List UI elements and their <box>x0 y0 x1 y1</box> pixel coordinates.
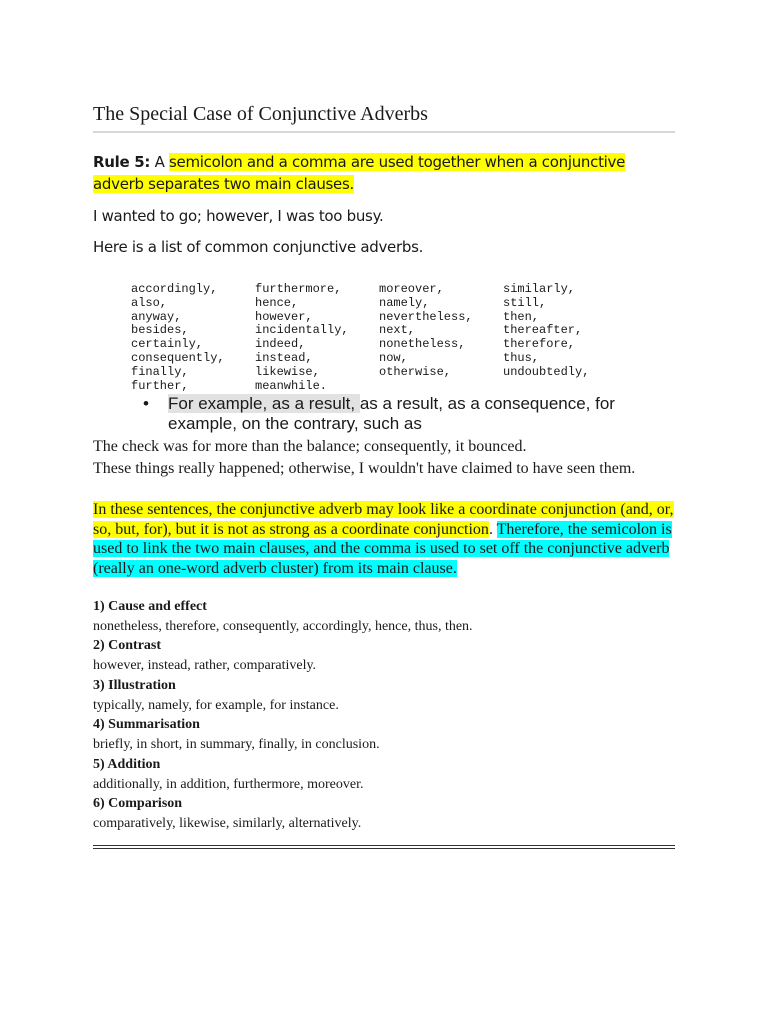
category-block <box>93 794 675 833</box>
adverb-cell: nevertheless, <box>379 309 473 324</box>
adverb-cell: nonetheless, <box>379 337 466 352</box>
adverb-cell: indeed, <box>255 337 306 352</box>
adverb-cell: undoubtedly, <box>503 364 590 379</box>
adverb-row <box>131 297 589 311</box>
explanation-yellow: In these sentences, the conjunctive adverb may look like a coordinate conjunction (and, or, so, but, for), but it is not as strong as a coordinate conjunction <box>93 501 674 538</box>
check-sentence: The check was for more than the balance; consequently, it bounced. <box>93 438 527 455</box>
adverb-cell: therefore, <box>503 337 576 352</box>
things-sentence: These things really happened; otherwise, I wouldn't have claimed to have seen them. <box>93 460 636 477</box>
adverb-cell: hence, <box>255 295 299 310</box>
adverb-cell: besides, <box>131 323 189 338</box>
bottom-divider <box>93 845 675 849</box>
adverb-row <box>131 352 589 366</box>
explanation-paragraph <box>93 500 675 578</box>
adverb-cell: further, <box>131 378 189 393</box>
adverb-cell: thus, <box>503 350 540 365</box>
explanation-cyan: Therefore, the semicolon is used to link the two main clauses, and the comma is used to set off the conjunctive adverb (really an one-word adverb cluster) from its main clause. <box>93 520 672 577</box>
adverb-cell: namely, <box>379 295 430 310</box>
adverb-cell: similarly, <box>503 282 576 296</box>
category-block <box>93 755 675 794</box>
category-items: additionally, in addition, furthermore, moreover. <box>93 776 364 792</box>
adverb-row <box>131 380 589 394</box>
adverb-cell: meanwhile. <box>255 378 328 393</box>
category-heading: 3) Illustration <box>93 678 176 693</box>
category-block <box>93 597 675 636</box>
adverb-cell: thereafter, <box>503 323 583 338</box>
adverb-cell: anyway, <box>131 309 182 324</box>
category-items: comparatively, likewise, similarly, alternatively. <box>93 815 362 831</box>
document-title: The Special Case of Conjunctive Adverbs <box>93 101 675 133</box>
bullet-item <box>143 394 663 434</box>
adverb-cell: accordingly, <box>131 282 218 296</box>
adverb-cell: certainly, <box>131 337 204 352</box>
adverb-cell: moreover, <box>379 282 444 296</box>
category-block <box>93 715 675 754</box>
category-items: briefly, in short, in summary, finally, in conclusion. <box>93 736 380 752</box>
bullet-rest: as a result, as a consequence, for example, on the contrary, such as <box>168 394 615 433</box>
adverb-cell: also, <box>131 295 168 310</box>
bullet-highlight: For example, as a result, <box>168 394 360 413</box>
bullet-text <box>168 394 663 434</box>
adverb-row <box>131 283 589 297</box>
rule-label: Rule 5: <box>93 153 151 171</box>
adverb-cell: otherwise, <box>379 364 452 379</box>
category-heading: 4) Summarisation <box>93 717 200 732</box>
adverb-cell: consequently, <box>131 350 225 365</box>
category-items: nonetheless, therefore, consequently, accordingly, hence, thus, then. <box>93 618 473 634</box>
adverb-cell: instead, <box>255 350 313 365</box>
category-heading: 2) Contrast <box>93 638 162 653</box>
example-sentence: I wanted to go; however, I was too busy. <box>93 207 384 225</box>
adverb-row <box>131 311 589 325</box>
adverb-cell: then, <box>503 309 540 324</box>
adverb-cell: likewise, <box>255 364 320 379</box>
explanation-plain: . <box>488 520 497 538</box>
adverb-row <box>131 338 589 352</box>
adverb-cell: finally, <box>131 364 189 379</box>
category-items: typically, namely, for example, for instance. <box>93 697 339 713</box>
adverb-cell: incidentally, <box>255 323 349 338</box>
adverb-table <box>131 283 589 393</box>
category-heading: 5) Addition <box>93 757 161 772</box>
category-heading: 6) Comparison <box>93 796 183 811</box>
adverb-cell: furthermore, <box>255 282 342 296</box>
adverb-row <box>131 324 589 338</box>
category-block <box>93 676 675 715</box>
list-intro: Here is a list of common conjunctive adverbs. <box>93 238 424 256</box>
adverb-cell: now, <box>379 350 408 365</box>
adverb-cell <box>503 380 589 394</box>
category-items: however, instead, rather, comparatively. <box>93 657 317 673</box>
adverb-cell: still, <box>503 295 547 310</box>
adverb-cell: however, <box>255 309 313 324</box>
rule-highlight: semicolon and a comma are used together when a conjunctive adverb separates two main clauses. <box>93 153 626 193</box>
rule-paragraph <box>93 152 675 195</box>
rule-lead: A <box>150 153 170 171</box>
category-block <box>93 636 675 675</box>
bullet-dot-icon: • <box>143 394 149 413</box>
adverb-cell <box>379 380 503 394</box>
adverb-cell: next, <box>379 323 416 338</box>
adverb-row <box>131 366 589 380</box>
category-heading: 1) Cause and effect <box>93 599 207 614</box>
